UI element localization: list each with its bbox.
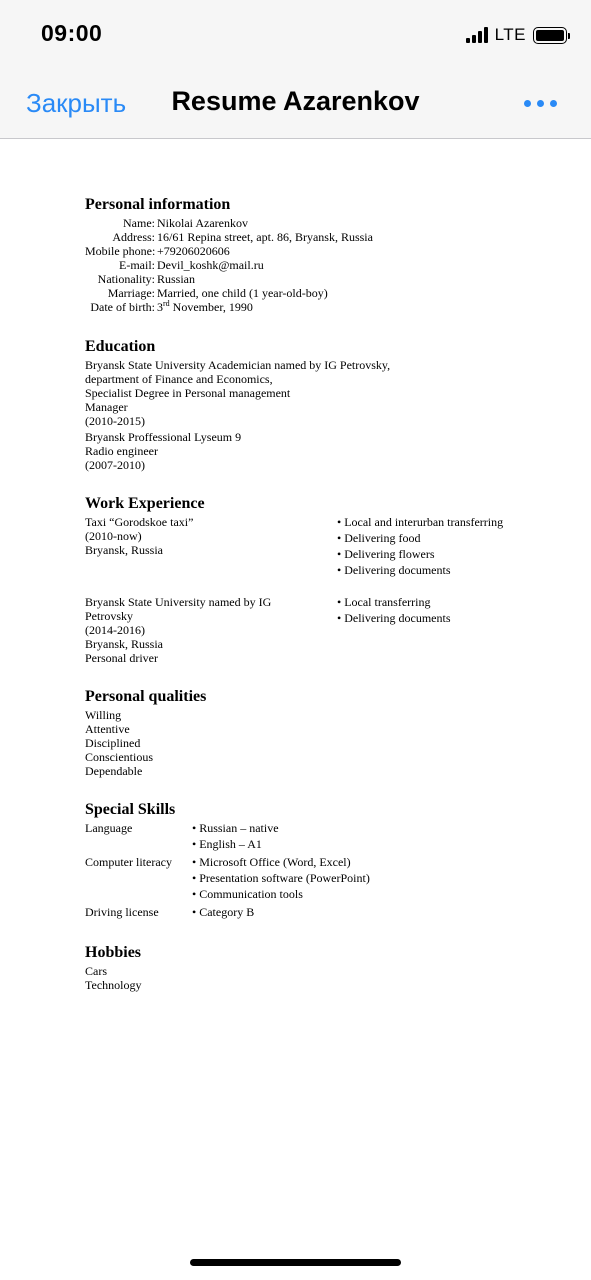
home-indicator[interactable]: [190, 1259, 401, 1266]
duty-item: • Delivering food: [337, 531, 421, 545]
section-heading-personal: Personal information: [85, 196, 231, 213]
education-line: Radio engineer: [85, 444, 158, 458]
section-heading-qualities: Personal qualities: [85, 688, 207, 705]
skill-item: • Russian – native: [192, 821, 279, 835]
field-value: Married, one child (1 year-old-boy): [157, 286, 328, 300]
duty-item: • Delivering documents: [337, 611, 451, 625]
network-type: LTE: [494, 25, 526, 44]
field-label: Marriage:: [107, 286, 155, 300]
skill-label: Computer literacy: [85, 855, 172, 869]
close-button[interactable]: Закрыть: [26, 88, 127, 118]
field-value-email: Devil_koshk@mail.ru: [157, 258, 264, 272]
section-heading-hobbies: Hobbies: [85, 944, 142, 961]
duty-item: • Local and interurban transferring: [337, 515, 504, 529]
field-value: 16/61 Repina street, apt. 86, Bryansk, Russia: [157, 230, 373, 244]
status-time: 09:00: [41, 20, 103, 46]
section-heading-skills: Special Skills: [85, 801, 176, 818]
quality-item: Disciplined: [85, 736, 141, 750]
quality-item: Conscientious: [85, 750, 153, 764]
field-value: Nikolai Azarenkov: [157, 216, 248, 230]
job-line: Personal driver: [85, 651, 158, 665]
field-label: Address:: [112, 230, 155, 244]
skill-item: • Communication tools: [192, 887, 303, 901]
education-line: Bryansk Proffessional Lyseum 9: [85, 430, 242, 444]
job-line: Bryansk, Russia: [85, 543, 163, 557]
hobby-item: Cars: [85, 964, 107, 978]
skill-label: Language: [85, 821, 133, 835]
quality-item: Attentive: [85, 722, 130, 736]
job-line: Bryansk State University named by IG: [85, 595, 272, 609]
duty-item: • Local transferring: [337, 595, 431, 609]
job-line: (2014-2016): [85, 623, 145, 637]
more-options-icon[interactable]: [524, 100, 557, 107]
education-line: (2010-2015): [85, 414, 145, 428]
skill-item: • English – A1: [192, 837, 262, 851]
job-line: Petrovsky: [85, 609, 133, 623]
field-label: Date of birth:: [90, 300, 155, 314]
quality-item: Dependable: [85, 764, 143, 778]
section-heading-education: Education: [85, 338, 156, 355]
top-bar: [0, 0, 591, 139]
job-line: Taxi “Gorodskoe taxi”: [85, 515, 194, 529]
job-line: Bryansk, Russia: [85, 637, 163, 651]
hobby-item: Technology: [85, 978, 142, 992]
section-heading-work: Work Experience: [85, 495, 205, 512]
education-line: Manager: [85, 400, 128, 414]
battery-icon: [533, 27, 567, 44]
skill-label: Driving license: [85, 905, 159, 919]
status-icons: [466, 24, 567, 46]
duty-item: • Delivering documents: [337, 563, 451, 577]
education-line: department of Finance and Economics,: [85, 372, 273, 386]
field-value-dob: 3rd November, 1990: [157, 299, 253, 314]
field-label: Mobile phone:: [85, 244, 156, 258]
education-line: (2007-2010): [85, 458, 145, 472]
field-label: Name:: [123, 216, 155, 230]
quality-item: Willing: [85, 708, 122, 722]
duty-item: • Delivering flowers: [337, 547, 435, 561]
cellular-signal-icon: [466, 27, 488, 43]
skill-item: • Category B: [192, 905, 255, 919]
field-value: +79206020606: [157, 244, 230, 258]
field-label: Nationality:: [97, 272, 155, 286]
skill-item: • Presentation software (PowerPoint): [192, 871, 370, 885]
job-line: (2010-now): [85, 529, 142, 543]
education-line: Bryansk State University Academician named by IG Petrovsky,: [85, 358, 391, 372]
field-value: Russian: [157, 272, 196, 286]
page-title: Resume Azarenkov: [171, 86, 420, 116]
field-label: E-mail:: [119, 258, 155, 272]
skill-item: • Microsoft Office (Word, Excel): [192, 855, 351, 869]
education-line: Specialist Degree in Personal management: [85, 386, 291, 400]
